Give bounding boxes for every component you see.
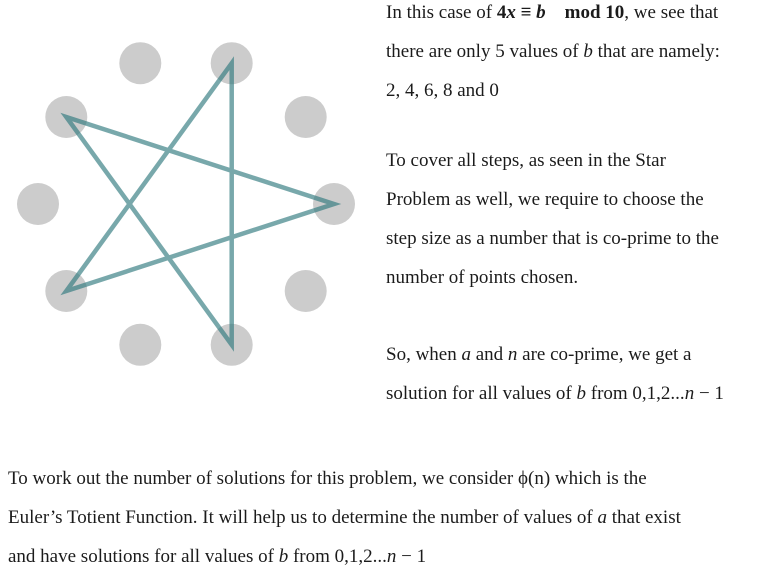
- text-segment: In this case of: [386, 2, 497, 23]
- text-line: [386, 335, 758, 374]
- math-token: a: [597, 507, 607, 528]
- text-line: [386, 258, 758, 297]
- text-segment: To cover all steps, as seen in the Star: [386, 150, 666, 171]
- text-segment: number of points chosen.: [386, 267, 579, 288]
- text-segment: , we see that: [624, 2, 719, 23]
- text-line: [386, 180, 758, 219]
- math-token: 4: [496, 2, 507, 23]
- math-token: x: [506, 2, 516, 23]
- text-line: [8, 459, 758, 498]
- ring-dot: [119, 42, 161, 84]
- ring-dot: [285, 96, 327, 138]
- math-token: b: [583, 41, 593, 62]
- math-token: b: [576, 383, 586, 404]
- text-segment: solution for all values of: [386, 383, 577, 404]
- text-line: [386, 219, 758, 258]
- ring-dot: [285, 270, 327, 312]
- text-line: [8, 498, 758, 537]
- text-line: [386, 32, 758, 71]
- ring-dot: [17, 183, 59, 225]
- text-line: [386, 71, 758, 110]
- paragraph-coprime-step: [386, 141, 758, 297]
- text-line: [386, 141, 758, 180]
- text-line: [8, 537, 758, 573]
- text-segment: step size as a number that is co-prime to the: [386, 228, 719, 249]
- math-token: n: [507, 344, 518, 365]
- paragraph-solution-range: [386, 335, 758, 413]
- star-diagram: [0, 0, 380, 420]
- text-segment: Euler’s Totient Function. It will help us to determine the number of values of: [8, 507, 598, 528]
- text-segment: there are only 5 values of: [386, 41, 584, 62]
- text-line: [386, 0, 758, 32]
- text-segment: and have solutions for all values of: [8, 546, 279, 567]
- text-segment: that are namely:: [592, 41, 720, 62]
- text-segment: and: [470, 344, 508, 365]
- paragraph-euler-totient: [8, 459, 758, 573]
- text-line: [386, 374, 758, 413]
- text-segment: − 1: [396, 546, 427, 567]
- math-token: mod 10: [545, 2, 625, 23]
- math-token: a: [461, 344, 471, 365]
- text-segment: To work out the number of solutions for this problem, we consider ϕ(n) which is the: [8, 468, 647, 489]
- text-segment: − 1: [694, 383, 724, 404]
- text-segment: are co-prime, we get a: [517, 344, 692, 365]
- text-segment: Problem as well, we require to choose the: [386, 189, 704, 210]
- math-token: ≡: [515, 2, 537, 23]
- math-token: n: [684, 383, 695, 404]
- paragraph-mod10-values: [386, 0, 758, 110]
- math-token: b: [536, 2, 546, 23]
- math-token: b: [278, 546, 289, 567]
- math-token: n: [386, 546, 397, 567]
- text-segment: that exist: [607, 507, 681, 528]
- text-segment: from 0,1,2...: [586, 383, 685, 404]
- text-segment: from 0,1,2...: [288, 546, 387, 567]
- text-segment: 2, 4, 6, 8 and 0: [386, 80, 499, 101]
- text-segment: So, when: [386, 344, 462, 365]
- ring-dot: [119, 324, 161, 366]
